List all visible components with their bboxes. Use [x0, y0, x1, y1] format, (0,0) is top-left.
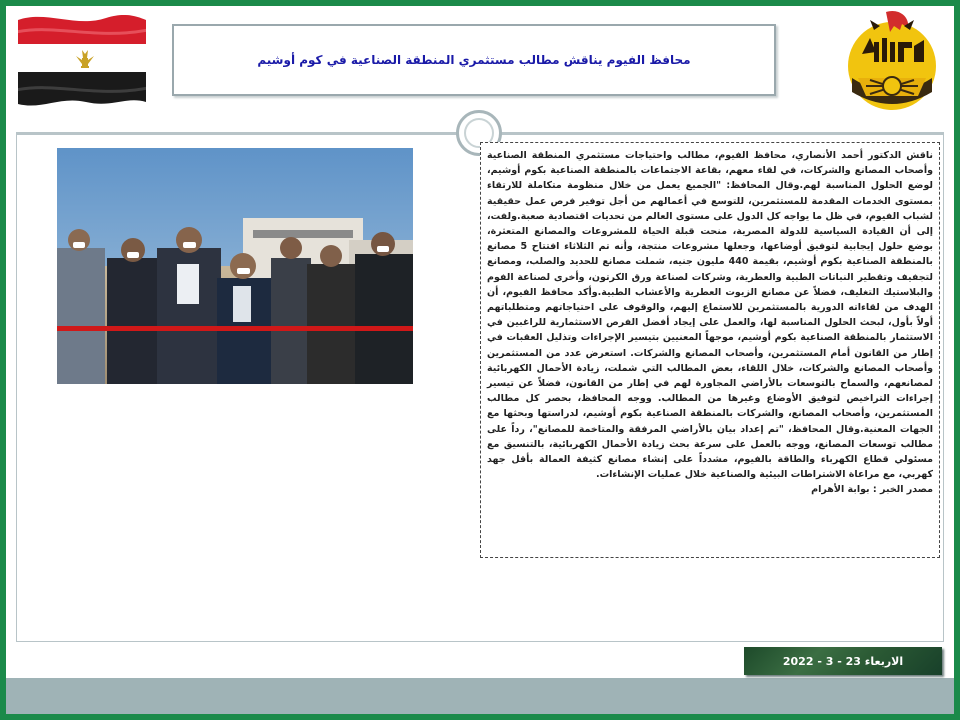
date-banner	[744, 647, 942, 675]
publish-date: الاربعاء 23 - 3 - 2022	[782, 654, 904, 668]
article-box	[480, 142, 940, 558]
page-frame	[6, 6, 954, 714]
article-source: مصدر الخبر : بوابة الأهرام	[811, 484, 933, 496]
headline-title: محافظ الفيوم يناقش مطالب مستثمري المنطقة الصناعية في كوم أوشيم	[257, 53, 691, 67]
headline-box	[172, 24, 776, 96]
article-body: ناقش الدكتور أحمد الأنصاري، محافظ الفيوم، مطالب واحتياجات مستثمري المنطقة الصناعية وأصحاب المصانع والشركات، في لقاء معهم، بقاعة الاجتماعات بالمنطقة الصناعية بكوم أوشيم، لوضع الحلول المناسبة لهم.وقال المحافظ: "الجميع يعمل من خلال منظومة متكاملة للارتقاء بمستوى الخدمات المقدمة للمستثمرين، للتوسع في أعمالهم من أجل توفير فرص عمل حقيقية لشباب الفيوم، في ظل ما يواجه كل الدول على مستوى العالم من تحديات اقتصادية صعبة.ولفت، إلى أن القيادة السياسية للدولة المصرية، منحت قبلة الحياة للمشروعات والمصانع المتعثرة، بوضع حلول إيجابية لتوفيق أوضاعها، وجعلها مشروعات منتجة، وأنه تم الثلاثاء افتتاح 5 مصانع بالمنطقة الصناعية بكوم أوشيم، بقيمة 440 مليون جنيه، شملت مصانع للحديد والصلب، ومصانع لتجفيف وتقطير النباتات الطبية والعطرية، وشركات لصناعة ورق الكرتون، وأخرى لصناعة الفوم والبلاستيك التغليف، فضلاً عن مصانع الزيوت العطرية والأعشاب الطبية.وأكد محافظ الفيوم، أن الهدف من لقاءاته الدورية بالمستثمرين للاستماع إليهم، والوقوف على احتياجاتهم ومتطلباتهم أولاً بأول، لبحث الحلول المناسبة لها، والعمل على إيجاد أفضل الفرص الاستثمارية للراغبين في الاستثمار بالمنطقة الصناعية بكوم أوشيم، موجهاً المعنيين بتيسير الإجراءات وتذليل العقبات في إطار من القانون أمام المستثمرين، وأصحاب المصانع والشركات. استعرض عدد من المستثمرين وأصحاب المصانع والشركات، خلال اللقاء، بعض المطالب التي شملت، زيادة الأحمال الكهربائية لمصانعهم، والسماح بالتوسعات بالأراضي المجاورة لهم في إطار من القانون، فضلاً عن تيسير إجراءات التراخيص لتوفيق الأوضاع وغيرها من المطالب. ووجه المحافظ، بحصر كل مطالب المستثمرين، وأصحاب المصانع، والشركات بالمنطقة الصناعية بكوم أوشيم، لدراستها وبحثها مع الجهات المعنية.وقال المحافظ، "تم إعداد بيان بالأراضي المرفقة والمتاخمة للمصانع"، رداً على مطالب توسعات المصانع، ووجه بالعمل على سرعة بحث زيادة الأحمال الكهربائية، بالتنسيق مع مسئولي قطاع الكهرباء والطاقة بالفيوم، مشدداً على إنشاء مصانع كثيفة العمالة بأقل جهد كهربي، مع مراعاة الاشتراطات البيئية والصناعية خلال عمليات الإنشاءات.	[487, 150, 933, 481]
ribbon-cutting-photo	[57, 148, 413, 384]
egypt-flag-icon	[16, 10, 148, 106]
footer-band	[6, 678, 954, 714]
fayoum-governorate-logo	[840, 8, 944, 116]
